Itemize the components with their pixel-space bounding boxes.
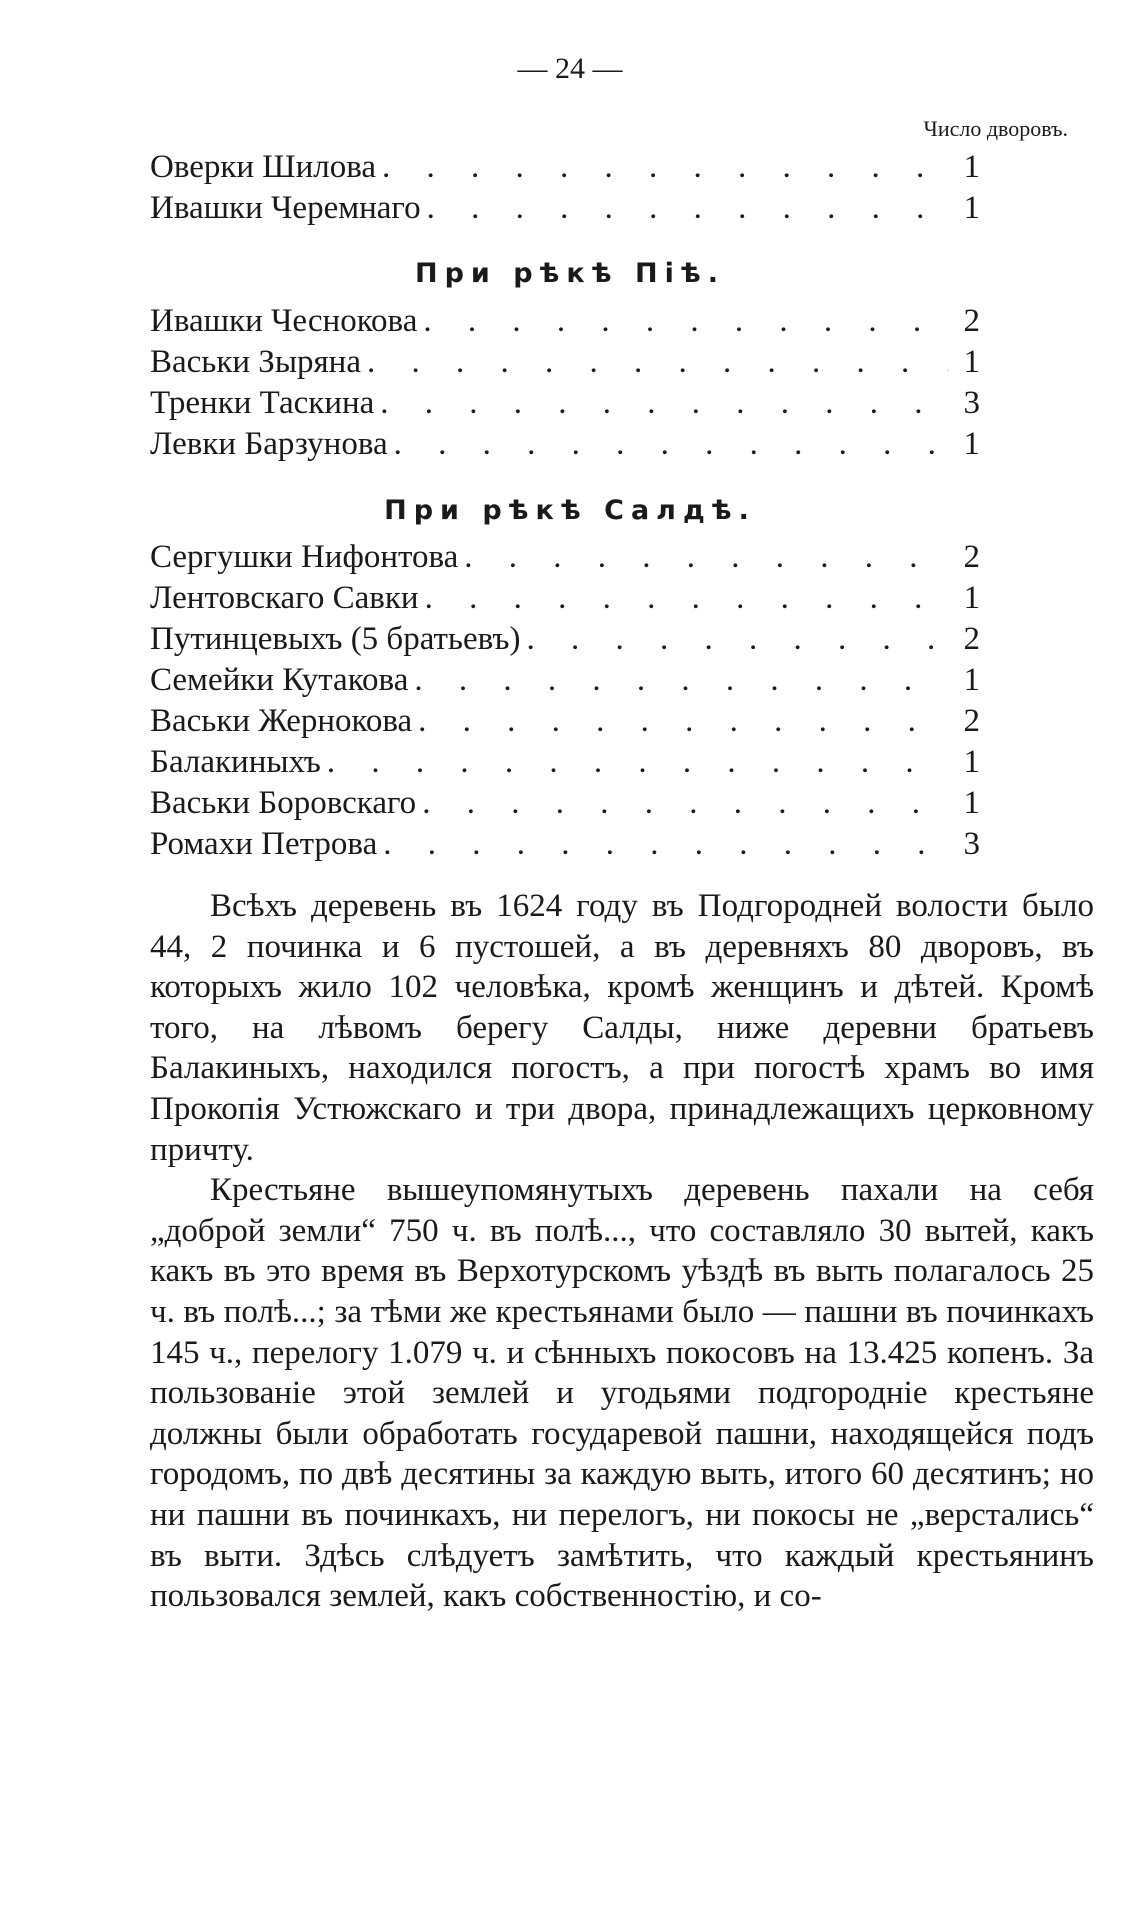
list-first	[150, 147, 980, 229]
entry-name: Тренки Таскина	[150, 385, 375, 421]
entry-name: Васьки Зыряна	[150, 344, 361, 380]
entry-count: 2	[963, 621, 980, 657]
list-item	[150, 424, 980, 465]
leader-dots	[367, 342, 948, 383]
leader-dots	[464, 537, 948, 578]
entry-name: Ромахи Петрова	[150, 826, 378, 862]
list-pie	[150, 301, 980, 465]
list-item	[150, 824, 980, 865]
entry-count: 1	[963, 149, 980, 185]
entry-count: 3	[963, 385, 980, 421]
entry-name: Ивашки Черемнаго	[150, 190, 421, 226]
entry-name: Балакиныхъ	[150, 744, 321, 780]
list-item	[150, 383, 980, 424]
section-heading-pie: При рѣкѣ Піѣ.	[414, 258, 725, 289]
entry-count: 1	[963, 785, 980, 821]
body-text	[150, 886, 1094, 1617]
paragraph-2: Крестьяне вышеупомянутыхъ деревень пахали на себя „доброй земли“ 750 ч. въ полѣ..., что составляло 30 вытей, какъ какъ въ это время въ Верхотурскомъ уѣздѣ въ выть полагалось 25 ч. въ полѣ...; за тѣми же крестьянами было — пашни въ починкахъ 145 ч., перелогу 1.079 ч. и сѣнныхъ покосовъ на 13.425 копенъ. За пользованіе этой землей и угодьями подгородніе крестьяне должны были обработать государевой пашни, находящейся подъ городомъ, по двѣ десятины за каждую выть, итого 60 десятинъ; но ни пашни въ починкахъ, ни перелогъ, ни покосы не „верстались“ въ выти. Здѣсь слѣдуетъ замѣтить, что каждый крестьянинъ пользовался землей, какъ собственностію, и со-	[150, 1172, 1094, 1615]
entry-count: 3	[963, 826, 980, 862]
list-item	[150, 578, 980, 619]
leader-dots	[425, 578, 948, 619]
entry-count: 1	[963, 662, 980, 698]
entry-count: 1	[963, 744, 980, 780]
leader-dots	[423, 301, 948, 342]
column-header: Число дворовъ.	[923, 116, 1068, 141]
list-item	[150, 147, 980, 188]
list-item	[150, 742, 980, 783]
paragraph-1: Всѣхъ деревень въ 1624 году въ Подгородней волости было 44, 2 починка и 6 пустошей, а въ деревняхъ 80 дворовъ, въ которыхъ жило 102 человѣка, кромѣ женщинъ и дѣтей. Кромѣ того, на лѣвомъ берегу Салды, ниже деревни братьевъ Балакиныхъ, находился погостъ, а при погостѣ храмъ во имя Прокопія Устюжскаго и три двора, принадлежащихъ церковному причту.	[150, 888, 1094, 1168]
section-heading-salda: При рѣкѣ Салдѣ.	[384, 495, 756, 526]
entry-name: Семейки Кутакова	[150, 662, 409, 698]
leader-dots	[418, 701, 948, 742]
entry-name: Левки Барзунова	[150, 426, 388, 462]
entry-count: 1	[963, 580, 980, 616]
entry-count: 1	[963, 344, 980, 380]
list-item	[150, 660, 980, 701]
entry-name: Путинцевыхъ (5 братьевъ)	[150, 621, 521, 657]
entry-count: 2	[963, 303, 980, 339]
list-item	[150, 301, 980, 342]
leader-dots	[382, 147, 948, 188]
entry-name: Ивашки Чеснокова	[150, 303, 418, 339]
leader-dots	[380, 383, 948, 424]
entry-count: 2	[963, 703, 980, 739]
entry-count: 1	[963, 426, 980, 462]
entry-name: Васьки Боровскаго	[150, 785, 417, 821]
entry-name: Сергушки Нифонтова	[150, 539, 459, 575]
list-item	[150, 342, 980, 383]
entry-name: Лентовскаго Савки	[150, 580, 419, 616]
list-item	[150, 619, 980, 660]
leader-dots	[327, 742, 948, 783]
leader-dots	[422, 783, 948, 824]
leader-dots	[526, 619, 948, 660]
list-item	[150, 537, 980, 578]
list-salda	[150, 537, 980, 865]
list-item	[150, 701, 980, 742]
entry-name: Оверки Шилова	[150, 149, 377, 185]
entry-name: Васьки Жернокова	[150, 703, 413, 739]
list-item	[150, 783, 980, 824]
leader-dots	[414, 660, 948, 701]
leader-dots	[383, 824, 948, 865]
leader-dots	[394, 424, 948, 465]
page-number: — 24 —	[517, 52, 623, 85]
list-item	[150, 188, 980, 229]
entry-count: 1	[963, 190, 980, 226]
entry-count: 2	[963, 539, 980, 575]
leader-dots	[427, 188, 948, 229]
